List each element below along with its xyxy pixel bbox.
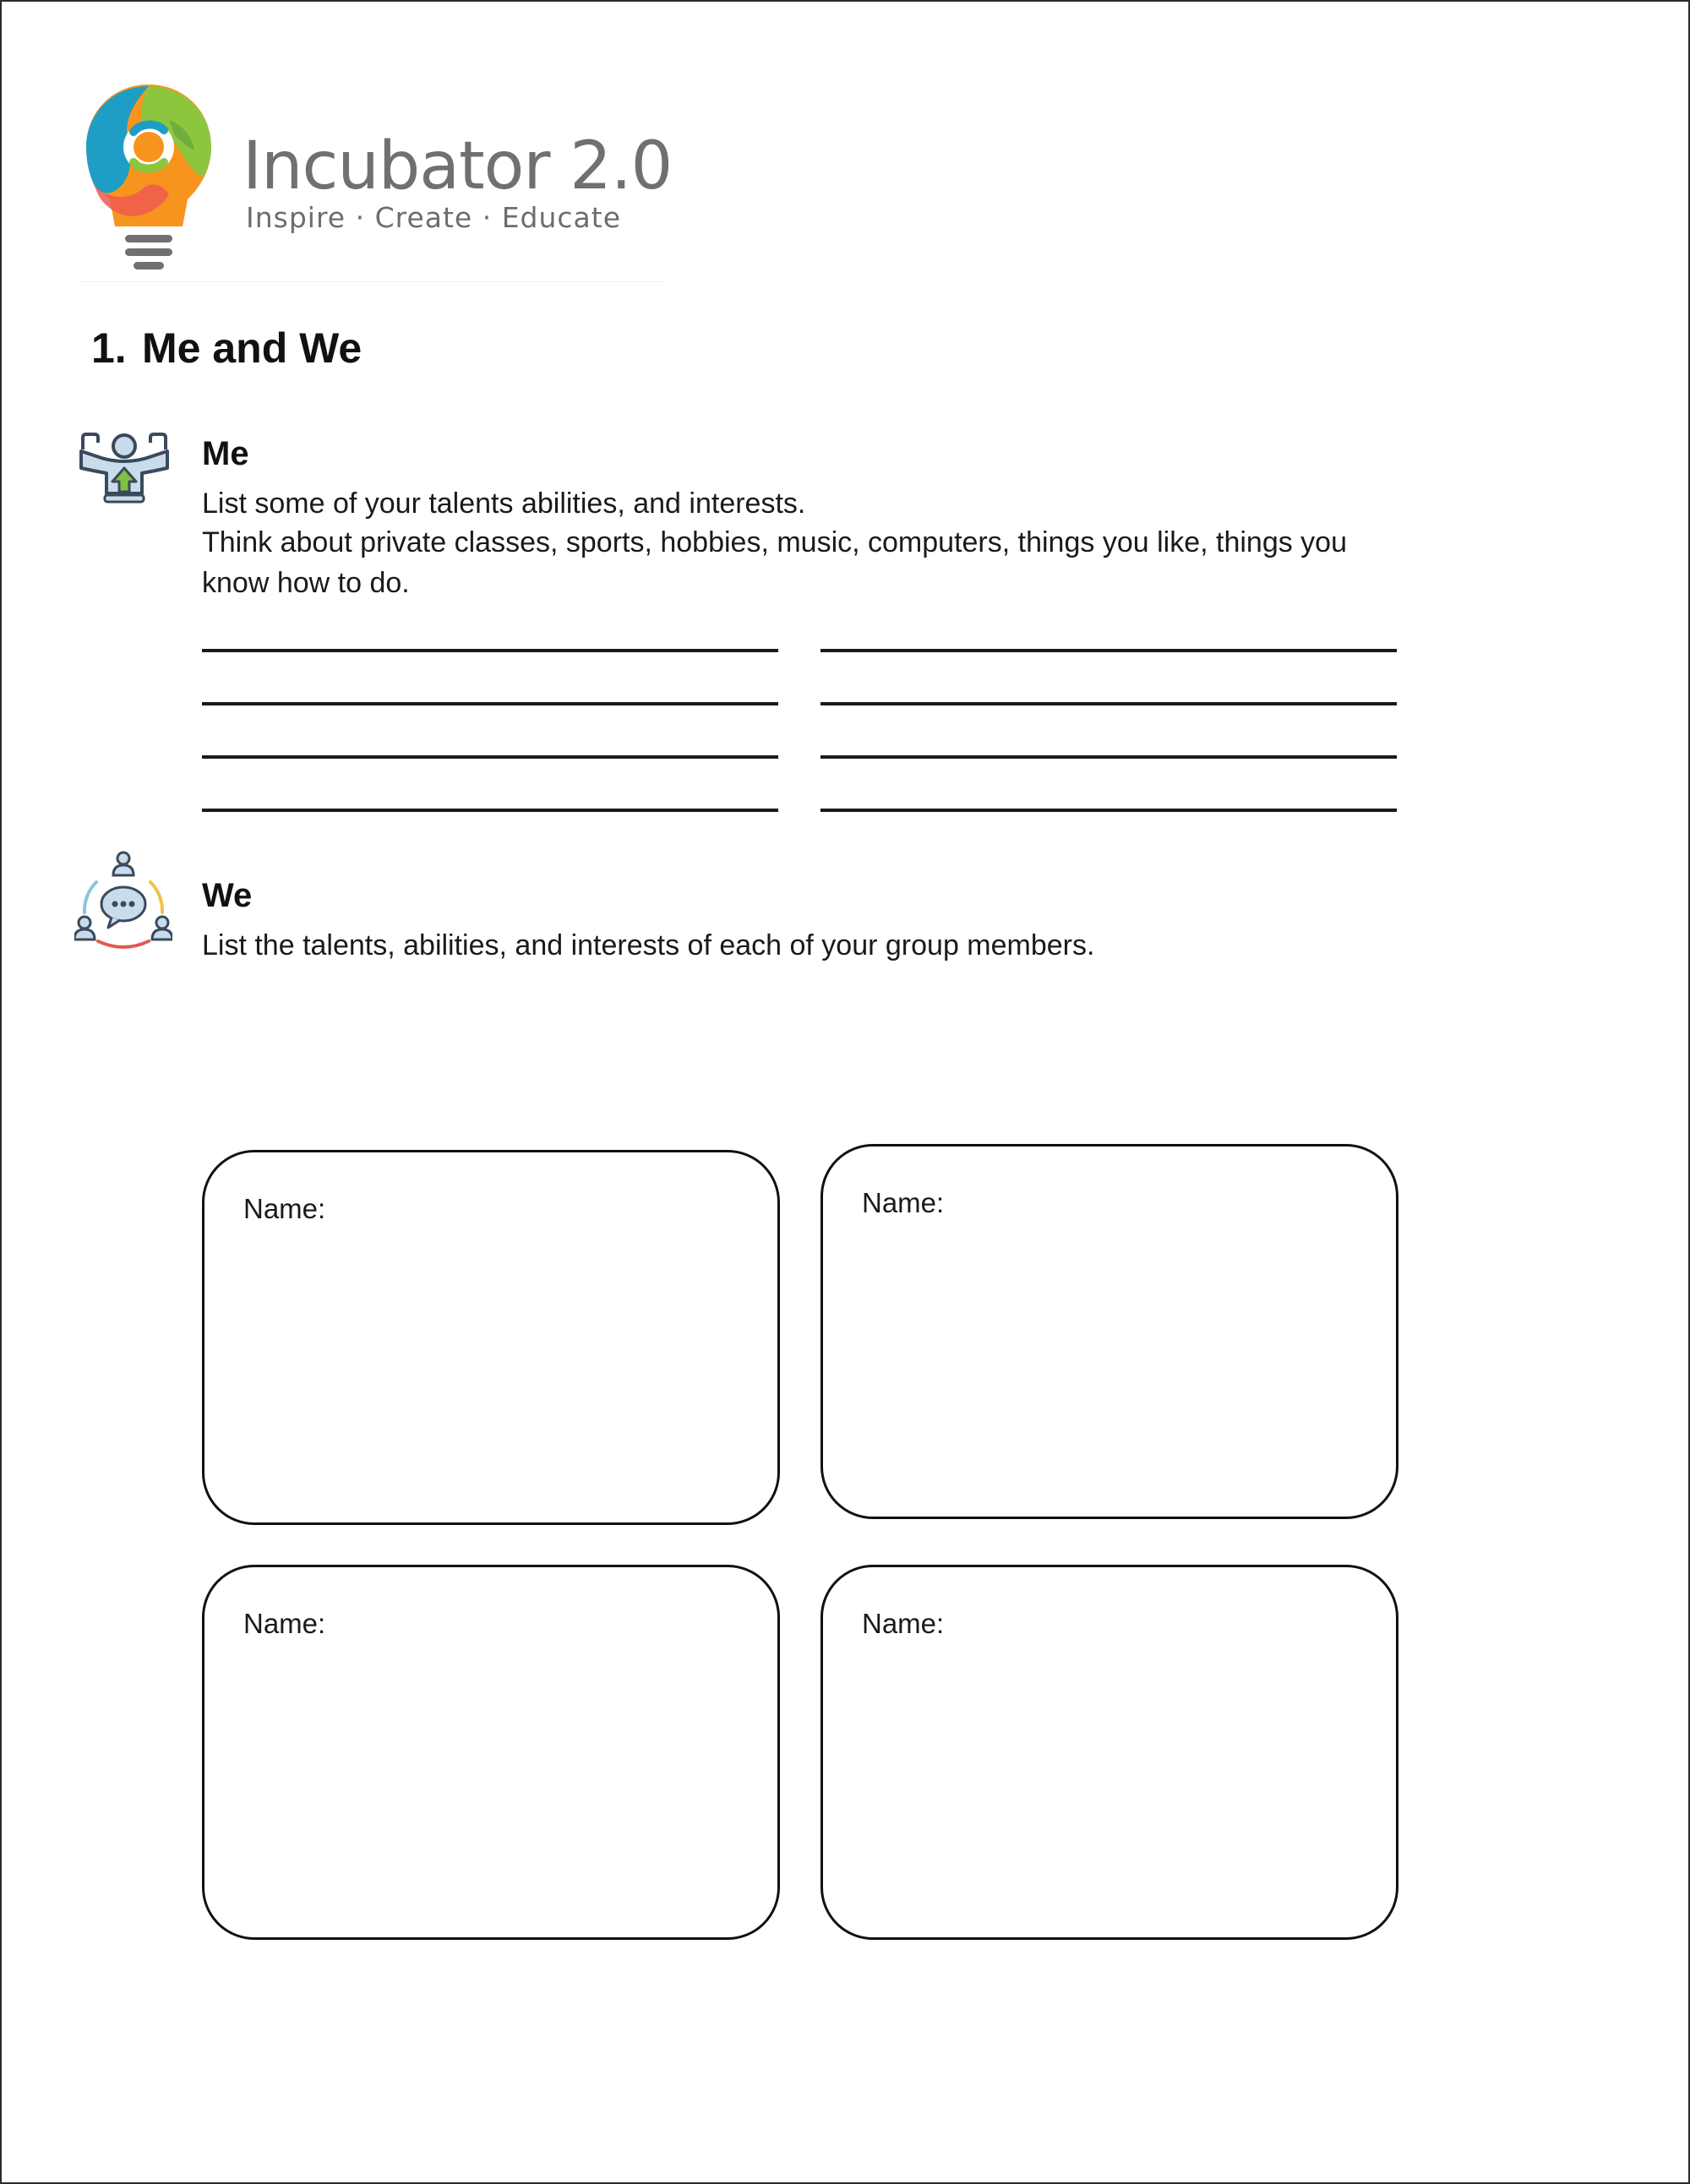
member-name-box[interactable]: [202, 1565, 780, 1940]
me-heading: Me: [202, 435, 249, 472]
writing-line[interactable]: [202, 649, 778, 652]
brand-tagline: Inspire · Create · Educate: [246, 201, 622, 234]
section-title-text: Me and We: [142, 324, 363, 372]
writing-line[interactable]: [820, 809, 1397, 812]
brand-title: Incubator 2.0: [243, 128, 673, 204]
header-divider: [79, 281, 665, 282]
name-label: Name:: [862, 1608, 945, 1639]
writing-line[interactable]: [202, 809, 778, 812]
section-title: [91, 324, 362, 373]
name-label: Name:: [243, 1193, 326, 1224]
we-instruction: List the talents, abilities, and interests of each of your group members.: [202, 929, 1095, 961]
member-name-box[interactable]: [820, 1144, 1398, 1519]
writing-line[interactable]: [202, 702, 778, 705]
group-discussion-icon: [74, 850, 172, 953]
name-label: Name:: [862, 1187, 945, 1218]
name-label: Name:: [243, 1608, 326, 1639]
section-number: 1.: [91, 324, 127, 372]
lightbulb-logo-icon: [81, 81, 216, 280]
me-instruction-2: Think about private classes, sports, hobbies, music, computers, things you like, things you know how to do.: [202, 526, 1347, 599]
member-name-box[interactable]: [202, 1150, 780, 1525]
writing-line[interactable]: [820, 702, 1397, 705]
me-instruction-1: List some of your talents abilities, and interests.: [202, 487, 806, 520]
writing-line[interactable]: [820, 755, 1397, 759]
strong-person-icon: [76, 431, 172, 507]
writing-line[interactable]: [202, 755, 778, 759]
we-heading: We: [202, 877, 253, 914]
writing-line[interactable]: [820, 649, 1397, 652]
member-name-box[interactable]: [820, 1565, 1398, 1940]
